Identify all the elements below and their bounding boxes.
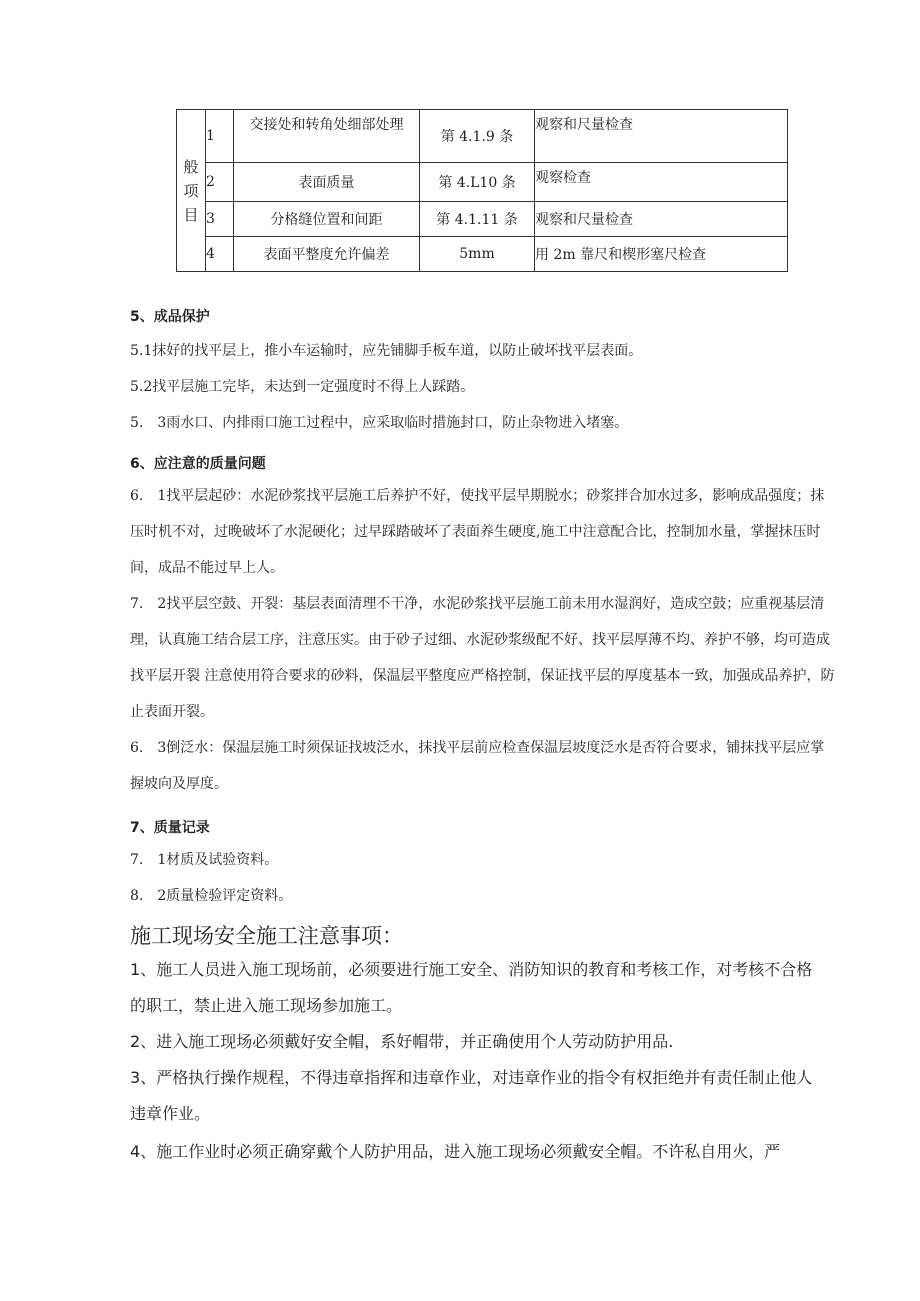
inspection-table xyxy=(176,109,788,272)
clause-ref: 5mm xyxy=(420,237,535,272)
inspection-method: 用 2m 靠尺和楔形塞尺检查 xyxy=(535,237,788,272)
clause-ref: 第 4.1.11 条 xyxy=(420,202,535,237)
inspection-method: 观察检查 xyxy=(535,163,788,202)
safety-item-text: 、施工作业时必须正确穿戴个人防护用品，进入施工现场必须戴安全帽。不许私自用火，严 xyxy=(140,1142,781,1161)
section-6-item: 6. 1找平层起砂：水泥砂浆找平层施工后养护不好，使找平层早期脱水；砂浆拌合加水过多，影响成品强度；抹压时机不对，过晚破坏了水泥硬化；过早踩踏破坏了表面养生硬度,施工中注意配合比，控制加水量，掌握抹压时间，成品不能过早上人。 xyxy=(130,488,825,576)
row-number: 2 xyxy=(206,163,234,202)
safety-item-number: 2 xyxy=(130,1032,141,1051)
safety-item-text: 、严格执行操作规程，不得违章指挥和违章作业，对违章作业的指令有权拒绝并有责任制止他人违章作业。 xyxy=(130,1068,813,1123)
safety-item xyxy=(130,1134,826,1170)
section-6-item: 6. 3倒泛水：保温层施工时须保证找坡泛水，抹找平层前应检查保温层坡度泛水是否符合要求，铺抹找平层应掌握坡向及厚度。 xyxy=(130,740,825,792)
inspection-item: 表面质量 xyxy=(234,163,420,202)
row-number: 4 xyxy=(206,237,234,272)
section-5-item: 5.1抹好的找平层上，推小车运输时，应先铺脚手板车道，以防止破坏找平层表面。 xyxy=(130,343,643,359)
section-7-item: 7. 1材质及试验资料。 xyxy=(130,852,279,868)
table-row xyxy=(177,163,788,202)
inspection-method: 观察和尺量检查 xyxy=(535,202,788,237)
section-5-item: 5.2找平层施工完毕，未达到一定强度时不得上人踩踏。 xyxy=(130,379,475,395)
inspection-item: 交接处和转角处细部处理 xyxy=(234,110,420,163)
table-row xyxy=(177,202,788,237)
table-row xyxy=(177,110,788,163)
clause-ref: 第 4.L10 条 xyxy=(420,163,535,202)
section-5-heading: 5、成品保护 xyxy=(130,309,210,325)
section-6-item: 7. 2找平层空鼓、开裂：基层表面清理不干净，水泥砂浆找平层施工前未用水湿润好，造成空鼓；应重视基层清理，认真施工结合层工序，注意压实。由于砂子过细、水泥砂浆级配不好、找平层厚薄不均、养护不够，均可造成找平层开裂 注意使用符合要求的砂料，保温层平整度应严格控制，保证找平层的厚度基本一致，加强成品养护，防止表面开裂。 xyxy=(130,596,835,720)
row-number: 1 xyxy=(206,110,234,163)
section-7-item: 8. 2质量检验评定资料。 xyxy=(130,888,293,904)
category-label: 般项目 xyxy=(183,157,199,224)
row-number: 3 xyxy=(206,202,234,237)
safety-item xyxy=(130,1024,826,1060)
clause-ref: 第 4.1.9 条 xyxy=(420,110,535,163)
inspection-method: 观察和尺量检查 xyxy=(535,110,788,163)
category-cell xyxy=(177,110,206,272)
safety-item-text: 、进入施工现场必须戴好安全帽，系好帽带，并正确使用个人劳动防护用品. xyxy=(140,1032,674,1051)
safety-title: 施工现场安全施工注意事项： xyxy=(130,924,403,948)
inspection-item: 表面平整度允许偏差 xyxy=(234,237,420,272)
safety-item-number: 1 xyxy=(130,960,141,979)
section-6-heading: 6、应注意的质量问题 xyxy=(130,456,266,472)
inspection-item: 分格缝位置和间距 xyxy=(234,202,420,237)
section-5-item: 5. 3雨水口、内排雨口施工过程中，应采取临时措施封口，防止杂物进入堵塞。 xyxy=(130,415,629,431)
safety-item-text: 、施工人员进入施工现场前，必须要进行施工安全、消防知识的教育和考核工作，对考核不合格的职工，禁止进入施工现场参加施工。 xyxy=(130,960,813,1015)
safety-item xyxy=(130,1060,826,1132)
section-7-heading: 7、质量记录 xyxy=(130,820,210,836)
table-row xyxy=(177,237,788,272)
safety-item-number: 4 xyxy=(130,1142,141,1161)
safety-item xyxy=(130,952,826,1024)
safety-item-number: 3 xyxy=(130,1068,141,1087)
